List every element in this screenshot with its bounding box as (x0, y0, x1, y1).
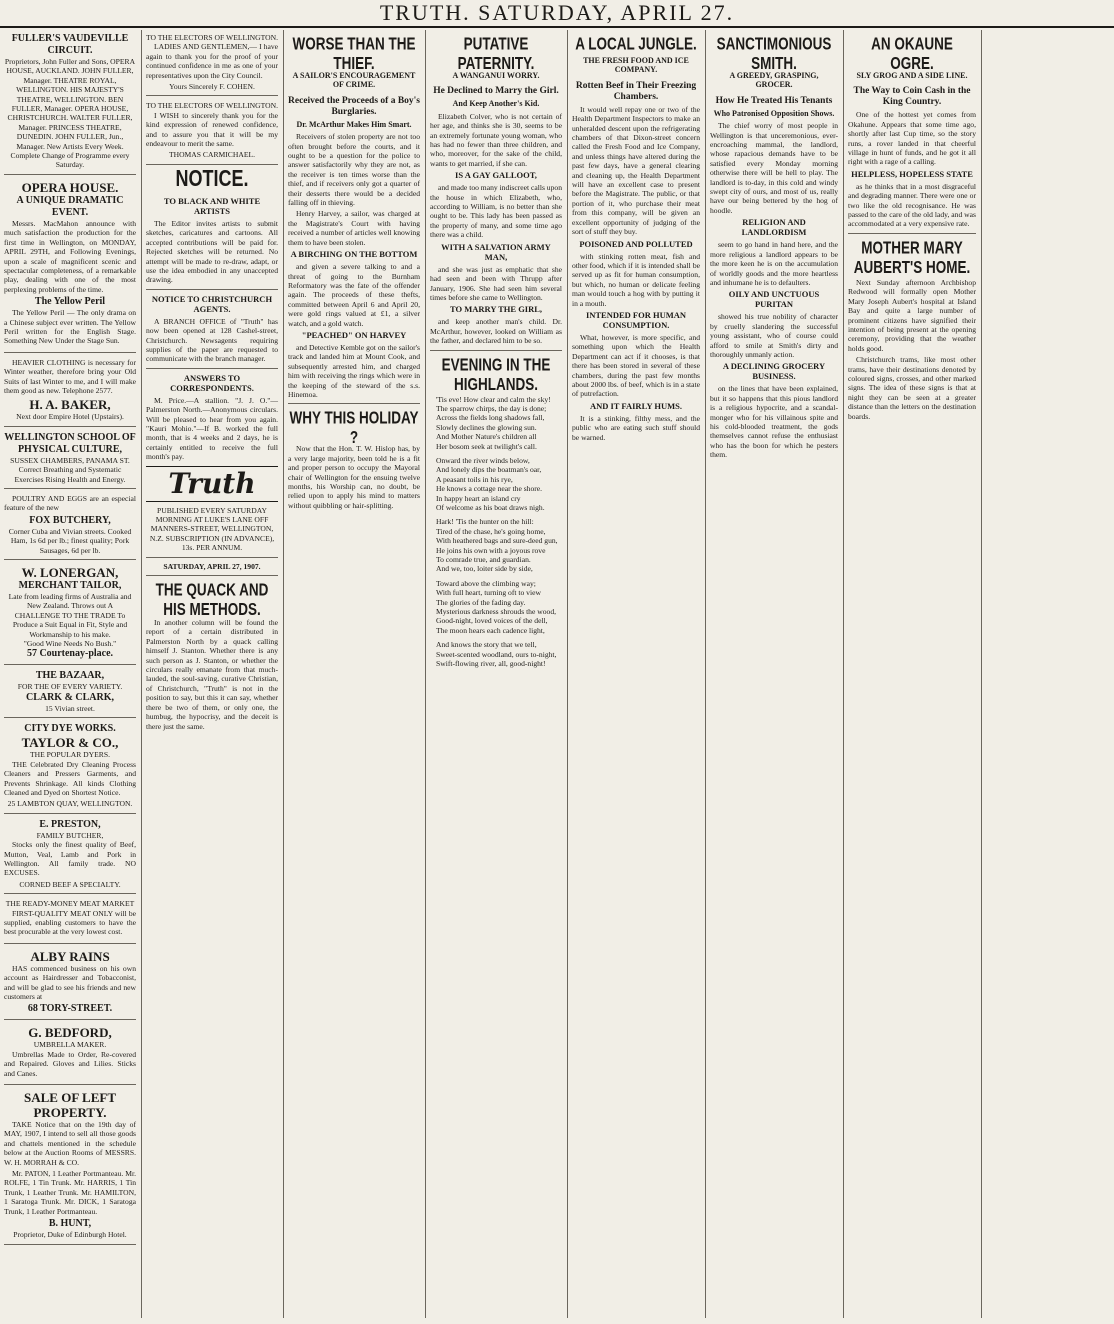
electors-sign: Yours Sincerely F. COHEN. (169, 82, 255, 92)
ad-preston-body: Stocks only the finest quality of Beef, Mutton, Veal, Lamb and Pork in Wellington. All family trade. NO EXCUSES. (4, 840, 136, 878)
jungle-body: It would well repay one or two of the Health Department Inspectors to make an unheralded descent upon the refrigerating chambers of that Dixon-street concern called the Fresh Food and Ice Company, and unless things have altered during the past few days, have a general clearing and cleaning up, the Health Department will have an excellent case to present before the Magistrate. The public, or that portion of it, who purchase their meat from this company, will be given an excellent opportunity of judging of the sort of stuff they buy. (572, 104, 700, 237)
ad-meat-body: FIRST-QUALITY MEAT ONLY will be supplied, enabling customers to have the best procurable at the very lowest cost. (4, 908, 136, 937)
ad-poultry-head: POULTRY AND EGGS are an especial feature of the new (4, 494, 136, 513)
ad-corned-beef: CORNED BEEF A SPECIALTY. (19, 879, 121, 889)
ad-fullers-body: Proprietors, John Fuller and Sons, OPERA HOUSE, AUCKLAND. JOHN FULLER, Manager. THEATRE ROYAL, WELLINGTON. HIS MAJESTY'S THEATRE, WELLINGTON. BEN FULLER, Manager. OPERA HOUSE, CHRISTCHURCH. WALTER FULLER, Manager. PRINCESS THEATRE, DUNEDIN. JOHN FULLER, Jun., Manager. New Artists Every Week. Complete Change of Programme every Saturday. (4, 57, 136, 170)
ad-taylor-body: THE Celebrated Dry Cleaning Process Cleaners and Pressers Garments, and Prevents Shrinkage. All kinds Clothing Cleaned and Dyed on Shortest Notice. (4, 759, 136, 797)
highlands-heading: EVENING IN THE HIGHLANDS. (441, 354, 551, 394)
poem-line: Mysterious darkness shrouds the wood, (436, 607, 557, 617)
ad-fullers (4, 30, 136, 175)
aubert-body-2: Christchurch trams, like most other trams, have their destinations denoted by coloured signs, crosses, and other marked signs. The idea of these signs is that at night they can be seen at a greater distance than the letters on the destination boards. (848, 355, 976, 421)
army-heading: WITH A SALVATION ARMY MAN, (441, 241, 551, 262)
ogre-deck: SLY GROG AND A SIDE LINE. (856, 71, 968, 80)
smith-heading: SANCTIMONIOUS SMITH. (716, 34, 832, 73)
galloot-heading: IS A GAY GALLOOT, (455, 170, 537, 181)
agents-body: A BRANCH OFFICE of "Truth" has now been opened at 128 Cashel-street, Christchurch. Newsagents requiring supplies of the paper are requested to communicate with the branch manager. (146, 316, 278, 364)
electors2-sign: THOMAS CARMICHAEL. (168, 150, 256, 160)
paternity-deck: A WANGANUI WORRY. (452, 71, 540, 80)
ad-bedford-name: G. BEDFORD, (28, 1025, 112, 1041)
ad-poultry-body: Corner Cuba and Vivian streets. Cooked Ham, 1s 6d per lb.; finest quality; Pork Sausages, 6d per lb. (8, 526, 132, 555)
marry-body: and keep another man's child. Dr. McArthur, however, looked on William as the father, and declared him to be so. (430, 317, 562, 346)
poem-line: Of welcome as his boat draws nigh. (436, 503, 545, 512)
thief-subheading: Received the Proceeds of a Boy's Burglaries. (288, 95, 421, 117)
poem-line: And Mother Nature's children all (436, 432, 537, 442)
intended-body: What, however, is more specific, and something upon which the Health Department can act if it chooses, is that there has been stored in several of these chambers, during the past few months about 2000 lbs. of beef, which is in a state of putrefaction. (572, 332, 701, 399)
ad-clark-sub: 15 Vivian street. (45, 703, 95, 713)
ad-bazaar-sub: FOR THE OF EVERY VARIETY. (17, 682, 123, 692)
poem-line: Hark! 'Tis the hunter on the hill: (436, 517, 534, 527)
ad-preston (4, 816, 136, 894)
notice-electors-carmichael (146, 98, 278, 164)
oily-body: showed his true nobility of character by cruelly slandering the successful young assistant, who of course could afford to smile at Smith's dirty and thoroughly unmanly action. (710, 312, 838, 359)
ad-sale-body: TAKE Notice that on the 19th day of MAY, 1907, I intend to sell all those goods and chattels mentioned in the schedule below at the Auction Rooms of MESSRS. W. H. MORRAH & CO. (4, 1120, 136, 1167)
thief-subheading-2: Dr. McArthur Makes Him Smart. (296, 119, 412, 129)
thief-heading: WORSE THAN THE THIEF. (292, 34, 416, 73)
poem-line: With full heart, turning oft to view (436, 588, 541, 598)
poem-line: Slowly declines the glowing sun. (436, 422, 537, 432)
ad-poultry-name: FOX BUTCHERY, (29, 514, 111, 526)
army-body: and she was just as emphatic that she had seen and been with Thrupp after January, 1906. She had seen him several times before she came to Wellington. (430, 264, 562, 302)
ad-preston-name: E. PRESTON, (39, 818, 101, 830)
ad-opera-title: OPERA HOUSE. (21, 179, 119, 195)
decline-body: on the lines that have been explained, but it so happens that this pious landlord is a religious hypocrite, and a scandal-monger who for his villainous spite and his cold-blooded treatment, the gods themselves cannot refuse the enthusiast who has the boon for which he pesters them. (710, 384, 838, 460)
jungle-heading: A LOCAL JUNGLE. (575, 34, 697, 54)
column-continued (982, 30, 1114, 1318)
galloot-body: and made too many indiscreet calls upon the house in which Elizabeth, who, according to William, is no better than she ought to be. This lady has been passed as the property of many, and some time ago there was a child. (430, 183, 562, 240)
ad-opera-sub: A UNIQUE DRAMATIC EVENT. (16, 194, 124, 218)
ad-baker-sub: Next door Empire Hotel (Upstairs). (16, 412, 124, 422)
birching-heading: A BIRCHING ON THE BOTTOM (290, 249, 418, 260)
ad-school-body: SUSSEX CHAMBERS, PANAMA ST. Correct Breathing and Systematic Exercises Rising Health and Energy. (10, 455, 130, 484)
ad-sale-title: SALE OF LEFT PROPERTY. (24, 1090, 116, 1121)
helpless-body: as he thinks that in a most disgraceful and degrading manner. There were one or two like the old recognisance. He was passed to the care of the old lady, and was accommodated at a very expensive rate. (848, 181, 976, 229)
poem-line: To comrade true, and guardian. (436, 555, 531, 565)
electors2-title: TO THE ELECTORS OF WELLINGTON. (146, 101, 278, 111)
poisoned-body: with stinking rotten meat, fish and other food, which if it is intended shall be served up as fit for human consumption, but which, no human or delicate feeling man would touch a hog with by putting it in a mouth. (572, 251, 700, 308)
column-local-jungle (568, 30, 704, 1318)
paternity-body: Elizabeth Colver, who is not certain of her age, and thinks she is 30, seems to be an extremely fortunate young woman, who has had no fewer than three children, and who, moreover, for the sake of the child, wants to get married, if she can. (430, 111, 562, 168)
holiday-heading: WHY THIS HOLIDAY ? (289, 408, 419, 448)
poem-line: Across the fields long shadows fall, (436, 413, 545, 423)
birching-body: and given a severe talking to and a threat of going to the Burnham Reformatory was the fate of the offender again. The proceeds of these thefts, committed between April 6 and April 20, were gold rings valued at £1, a silver watch, and a gold watch. (288, 262, 420, 328)
poem-line: Sweet-scented woodland, ours to-night, (436, 649, 557, 659)
thief-body-2: Henry Harvey, a sailor, was charged at the Magistrate's Court with having received a number of articles well knowing them to have been stolen. (288, 209, 420, 247)
ad-opera-body: Messrs. MacMahon announce with much satisfaction the production for the first time in Wellington, on MONDAY, APRIL 29TH, and Following Evenings, upon a scale of magnificent scenic and spectacular completeness, of a remarkable play, dealing with one of the most perplexing problems of the time. (4, 218, 136, 294)
column-advertisements (0, 30, 140, 1318)
poem-line: And lonely dips the boatman's oar, (436, 465, 542, 475)
highlands-poem (430, 395, 562, 669)
ad-preston-sub: FAMILY BUTCHER, (36, 830, 104, 840)
hums-heading: AND IT FAIRLY HUMS. (589, 400, 683, 411)
ad-lonergan-address: 57 Courtenay-place. (26, 648, 114, 660)
poem-line: Her bosom seek at twilight's call. (436, 441, 537, 451)
ad-meat-title: THE READY-MONEY MEAT MARKET (5, 899, 135, 909)
poem-line: He joins his own with a joyous rove (436, 545, 546, 555)
religion-heading: RELIGION AND LANDLORDISM (741, 217, 807, 238)
ad-yellow-peril: The Yellow Peril (34, 296, 106, 308)
jungle-deck: THE FRESH FOOD AND ICE COMPANY. (583, 56, 689, 75)
poem-line: And we, too, loiter side by side, (436, 564, 533, 574)
poem-line: 'Tis eve! How clear and calm the sky! (436, 394, 551, 404)
paternity-heading: PUTATIVE PATERNITY. (457, 34, 535, 73)
marry-heading: TO MARRY THE GIRL, (449, 304, 543, 315)
electors-body: LADIES AND GENTLEMEN,— I have again to thank you for the proof of your continued confidence in me as one of your representatives upon the City Council. (146, 42, 278, 80)
electors-title: TO THE ELECTORS OF WELLINGTON. (146, 33, 278, 42)
masthead: TRUTH. SATURDAY, APRIL 27. (0, 0, 1114, 28)
ad-sale-sign-sub: Proprietor, Duke of Edinburgh Hotel. (13, 1230, 127, 1240)
ad-baker-body: HEAVIER CLOTHING is necessary for Winter weather, therefore bring your Old Suits of last Winter to me, and I will make them good as new. Telephone 2577. (4, 357, 136, 395)
quack-body: In another column will be found the report of a certain distributed in Palmerston North by a quack calling himself J. Stanton. Whether there is any such person as J. Stanton, or whether the circulars really emanate from that much-lauded, the soul-saving, curative Christian, of Christchurch, "Truth" is not in the position to say, but this it can say, whether there be two of them, or only one, the humbug, the hypocrisy, and the deceit is there just the same. (146, 618, 278, 731)
smith-subheading: How He Treated His Tenants (715, 95, 833, 106)
truth-logo: Truth (146, 466, 278, 502)
ad-bedford-body: Umbrellas Made to Order, Re-covered and Repaired. Gloves and Lilies. Sticks and Canes. (4, 1049, 136, 1078)
poem-line: In happy heart an island cry (436, 493, 521, 503)
ad-bedford (4, 1022, 136, 1085)
artists-heading: TO BLACK AND WHITE ARTISTS (163, 195, 261, 216)
electors2-body: I WISH to sincerely thank you for the kind expression of renewed confidence, and to assure you that it will be my endeavour to merit the same. (146, 110, 278, 149)
poem-line: And knows the story that we tell, (436, 640, 537, 650)
poem-line: Good-night, loved voices of the dell, (436, 616, 548, 626)
paternity-subheading: He Declined to Marry the Girl. (433, 86, 559, 97)
poem-line: Swift-flowing river, all, good-night! (436, 659, 546, 669)
jungle-subheading: Rotten Beef in Their Freezing Chambers. (575, 80, 697, 102)
poem-line: The moon hears each cadence light, (436, 625, 545, 635)
answers-heading: ANSWERS TO CORRESPONDENTS. (170, 372, 254, 393)
ad-alby-body: HAS commenced business on his own account as Hairdresser and Tobacconist, and will be glad to see his friends and new customers at (4, 963, 136, 1001)
smith-deck: A GREEDY, GRASPING, GROCER. (729, 71, 819, 90)
dateline: SATURDAY, APRIL 27, 1907. (163, 561, 261, 571)
ad-alby-name: ALBY RAINS (30, 948, 110, 964)
ad-alby-address: 68 TORY-STREET. (27, 1003, 113, 1015)
ad-school-title: WELLINGTON SCHOOL OF PHYSICAL CULTURE, (4, 431, 136, 455)
holiday-body: Now that the Hon. T. W. Hislop has, by a very large majority, been told he is a fit and proper person to occupy the Mayoral chair of Wellington for the ensuing twelve months, his Worship can, no doubt, be relied upon to apply his mind to matters without quibbling or hair-splitting. (288, 444, 420, 510)
ad-lonergan (4, 562, 136, 665)
column-worse-than-thief (284, 30, 424, 1318)
aubert-body: Next Sunday afternoon Archbishop Redwood will formally open Mother Mary Joseph Aubert's hospital at Island Bay and quite a large number of prominent citizens have signified their intention of being present at the opening ceremony, providing that the weather holds good. (848, 277, 976, 353)
helpless-heading: HELPLESS, HOPELESS STATE (851, 168, 973, 179)
ad-sale-sign: B. HUNT, (48, 1218, 92, 1230)
peached-body: and Detective Kemble got on the sailor's track and landed him at Mount Cook, and subsequently arrested him, and charged him with receiving the rings which were in the keeping of the steward of the s.s. Hinemoa. (288, 342, 420, 399)
poisoned-heading: POISONED AND POLLUTED (579, 238, 693, 249)
ad-fullers-title: FULLER'S VAUDEVILLE CIRCUIT. (11, 33, 129, 56)
column-okaune-ogre (844, 30, 980, 1318)
poem-line: He knows a cottage near the shore. (436, 484, 543, 494)
ad-physical-culture (4, 429, 136, 489)
ad-lonergan-name: W. LONERGAN, (21, 565, 119, 581)
poem-line: The sparrow chirps, the day is done; (436, 403, 547, 413)
ad-lonergan-sub: MERCHANT TAILOR, (18, 580, 122, 592)
aubert-heading: MOTHER MARY AUBERT'S HOME. (853, 237, 971, 277)
ad-taylor-name: TAYLOR & CO., (21, 735, 119, 751)
oily-heading: OILY AND UNCTUOUS PURITAN (728, 289, 820, 310)
poem-line: Tired of the chase, he's going home, (436, 526, 546, 536)
poem-line: A peasant toils in his rye, (436, 474, 513, 484)
column-putative-paternity (426, 30, 566, 1318)
artists-body: The Editor invites artists to submit sketches, caricatures and cartoons. All accepted contributions will be paid for. Rejected sketches will be returned. No attempt will be made to re-draw, adapt, or use the idea embodied in any unaccepted drawing. (146, 218, 278, 285)
thief-deck: A SAILOR'S ENCOURAGEMENT OF CRIME. (292, 71, 416, 90)
ad-lonergan-body: Late from leading firms of Australia and New Zealand. Throws out A CHALLENGE TO THE TRADE To Produce a Suit Equal in Fit, Style and Workmanship to his make. (8, 592, 132, 639)
ad-clark-name: CLARK & CLARK, (25, 691, 115, 703)
ad-yellow-peril-body: The Yellow Peril — The only drama on a Chinese subject ever written. The Yellow Peril written for the English Stage. Something New Under the Stage Sun. (4, 308, 136, 346)
ad-dye-works: CITY DYE WORKS. (24, 723, 116, 735)
ad-bazaar (4, 667, 136, 718)
peached-heading: "PEACHED" ON HARVEY (301, 329, 407, 340)
decline-heading: A DECLINING GROCERY BUSINESS. (722, 361, 826, 382)
column-notices (142, 30, 282, 1318)
ad-taylor-address: 25 LAMBTON QUAY, WELLINGTON. (7, 799, 133, 809)
poem-line: The glories of the fading day. (436, 597, 526, 607)
hums-body: It is a stinking, filthy mess, and the public who are eating such stuff should be warned. (572, 413, 700, 442)
agents-heading: NOTICE TO CHRISTCHURCH AGENTS. (151, 293, 273, 314)
thief-body: Receivers of stolen property are not too often brought before the courts, and it ought to be a question for the police to answer satisfactorily why they are not, as the receiver is ten times worse than the thief, and if receivers only got a quarter of their desserts there would be a decided falling off in thieving. (288, 132, 420, 208)
ad-fox-butchery (4, 491, 136, 560)
ad-bedford-sub: UMBRELLA MAKER. (33, 1040, 107, 1050)
poem-line: Onward the river winds below, (436, 455, 530, 465)
ogre-subheading: The Way to Coin Cash in the King Country. (853, 86, 971, 108)
ad-bazaar-name: THE BAZAAR, (35, 670, 105, 682)
notice-electors-cohen (146, 30, 278, 96)
ogre-body: One of the hottest yet comes from Okahune. Appears that some time ago, shortly after last Cup time, so the story runs, a rover landed in that cheerful village in hunt of funds, and he got it all right with a rage of a calling. (848, 110, 976, 167)
intended-heading: INTENDED FOR HUMAN CONSUMPTION. (585, 309, 687, 330)
ad-taylor (4, 720, 136, 813)
smith-subheading-2: Who Patronised Opposition Shows. (713, 108, 835, 118)
answers-body: M. Price.—A stallion. "J. J. O."—Palmerston North.—Anonymous circulars. Will be pleased to hear from you again. "Kauri Mohio."—If B. worked the full month, that is 4 weeks and 2 days, he is certainly entitled to receive the full month's pay. (146, 395, 278, 462)
notice-heading: NOTICE. (175, 164, 249, 191)
poem-line: With heathered bags and sure-deed gun, (436, 536, 558, 546)
quack-heading: THE QUACK AND HIS METHODS. (155, 580, 269, 620)
ad-alby-rains (4, 946, 136, 1021)
ad-lonergan-quote: "Good Wine Needs No Bush." (23, 639, 117, 649)
ogre-heading: AN OKAUNE OGRE. (871, 34, 953, 73)
ad-sale-left-property (4, 1087, 136, 1244)
ad-baker-name: H. A. BAKER, (29, 397, 111, 413)
ad-opera-house (4, 177, 136, 353)
ad-sale-list: Mr. PATON, 1 Leather Portmanteau. Mr. ROLFE, 1 Tin Trunk. Mr. HARRIS, 1 Tin Trunk, 1 Leather Trunk. Mr. HAMILTON, 1 Saratoga Trunk. Mr. DICK, 1 Saratoga Trunk, 1 Leather Portmanteau. (4, 1169, 136, 1216)
ad-meat-market (4, 896, 136, 944)
column-sanctimonious-smith (706, 30, 842, 1318)
ad-baker (4, 355, 136, 427)
poem-line: Toward above the climbing way; (436, 578, 536, 588)
religion-body: seem to go hand in hand here, and the more religious a landlord appears to be the more keen he is on the accumulation of worldly goods and the more heartless and inhumane he is to defaulters. (710, 240, 838, 287)
paternity-subheading-2: And Keep Another's Kid. (452, 99, 540, 109)
publish-info: PUBLISHED EVERY SATURDAY MORNING AT LUKE'S LANE OFF MANNERS-STREET, WELLINGTON, N.Z. SUBSCRIPTION (IN ADVANCE), 13s. PER ANNUM. (149, 505, 275, 553)
smith-body: The chief worry of most people in Wellington is that unceremonious, ever-encroaching mammal, the landlord, whose rapacious demands have to be satisfied every Monday morning otherwise there will be hell to play. The landlord is to-day, in this cold and windy swept city of ours, and most of us, really have our being bettered by the hog of hoodle. (710, 121, 838, 215)
ad-taylor-sub: THE POPULAR DYERS. (30, 750, 110, 760)
